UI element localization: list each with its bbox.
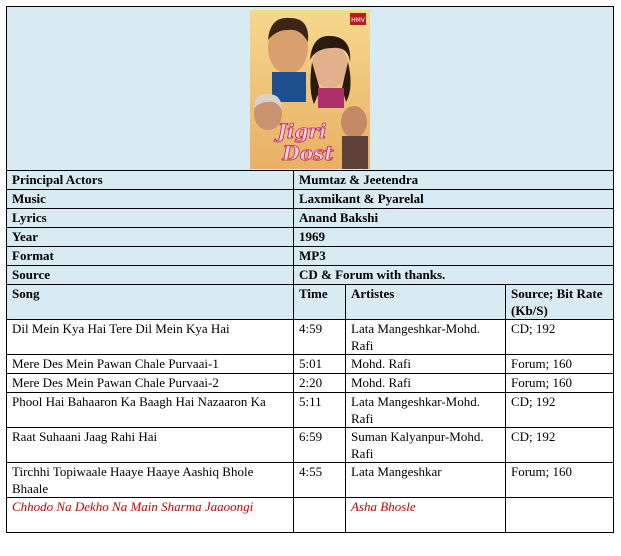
column-header-artistes: Artistes bbox=[346, 285, 506, 320]
detail-row-format bbox=[7, 247, 614, 266]
detail-label: Lyrics bbox=[7, 209, 294, 228]
detail-row-year bbox=[7, 228, 614, 247]
song-title: Phool Hai Bahaaron Ka Baagh Hai Nazaaron Ka bbox=[7, 393, 294, 428]
song-title: Dil Mein Kya Hai Tere Dil Mein Kya Hai bbox=[7, 320, 294, 355]
svg-text:HMV: HMV bbox=[351, 17, 365, 24]
detail-value: 1969 bbox=[294, 228, 614, 247]
detail-row-lyrics bbox=[7, 209, 614, 228]
song-time bbox=[294, 498, 346, 533]
song-artistes: Mohd. Rafi bbox=[346, 374, 506, 393]
song-title: Chhodo Na Dekho Na Main Sharma Jaaoongi bbox=[7, 498, 294, 533]
detail-row-actors bbox=[7, 171, 614, 190]
svg-text:Jigri: Jigri bbox=[277, 119, 327, 143]
svg-text:Dost: Dost bbox=[282, 141, 334, 165]
detail-value: MP3 bbox=[294, 247, 614, 266]
column-header-song: Song bbox=[7, 285, 294, 320]
song-title: Mere Des Mein Pawan Chale Purvaai-1 bbox=[7, 355, 294, 374]
song-source bbox=[506, 498, 614, 533]
song-artistes: Asha Bhosle bbox=[346, 498, 506, 533]
song-artistes: Mohd. Rafi bbox=[346, 355, 506, 374]
detail-label: Principal Actors bbox=[7, 171, 294, 190]
detail-label: Format bbox=[7, 247, 294, 266]
song-title: Raat Suhaani Jaag Rahi Hai bbox=[7, 428, 294, 463]
table-row bbox=[7, 374, 614, 393]
detail-row-source bbox=[7, 266, 614, 285]
song-time: 4:55 bbox=[294, 463, 346, 498]
detail-value: CD & Forum with thanks. bbox=[294, 266, 614, 285]
song-title: Tirchhi Topiwaale Haaye Haaye Aashiq Bhole Bhaale bbox=[7, 463, 294, 498]
detail-row-music bbox=[7, 190, 614, 209]
detail-value: Laxmikant & Pyarelal bbox=[294, 190, 614, 209]
table-row bbox=[7, 463, 614, 498]
song-artistes: Suman Kalyanpur-Mohd. Rafi bbox=[346, 428, 506, 463]
song-source: Forum; 160 bbox=[506, 463, 614, 498]
song-source: CD; 192 bbox=[506, 320, 614, 355]
album-info-document bbox=[6, 6, 613, 533]
song-source: Forum; 160 bbox=[506, 355, 614, 374]
detail-value: Mumtaz & Jeetendra bbox=[294, 171, 614, 190]
song-table-header bbox=[7, 285, 614, 320]
song-artistes: Lata Mangeshkar-Mohd. Rafi bbox=[346, 393, 506, 428]
song-time: 2:20 bbox=[294, 374, 346, 393]
song-time: 6:59 bbox=[294, 428, 346, 463]
detail-value: Anand Bakshi bbox=[294, 209, 614, 228]
detail-label: Year bbox=[7, 228, 294, 247]
song-source: CD; 192 bbox=[506, 393, 614, 428]
detail-label: Music bbox=[7, 190, 294, 209]
poster-cell bbox=[7, 7, 614, 171]
table-row bbox=[7, 355, 614, 374]
detail-label: Source bbox=[7, 266, 294, 285]
table-row bbox=[7, 320, 614, 355]
song-artistes: Lata Mangeshkar-Mohd. Rafi bbox=[346, 320, 506, 355]
song-source: CD; 192 bbox=[506, 428, 614, 463]
song-time: 5:01 bbox=[294, 355, 346, 374]
column-header-time: Time bbox=[294, 285, 346, 320]
song-title: Mere Des Mein Pawan Chale Purvaai-2 bbox=[7, 374, 294, 393]
song-source: Forum; 160 bbox=[506, 374, 614, 393]
movie-poster-image bbox=[250, 10, 370, 169]
column-header-source: Source; Bit Rate (Kb/S) bbox=[506, 285, 614, 320]
album-info-table bbox=[6, 6, 614, 533]
table-row bbox=[7, 393, 614, 428]
song-time: 5:11 bbox=[294, 393, 346, 428]
song-time: 4:59 bbox=[294, 320, 346, 355]
table-row-missing bbox=[7, 498, 614, 533]
song-artistes: Lata Mangeshkar bbox=[346, 463, 506, 498]
table-row bbox=[7, 428, 614, 463]
